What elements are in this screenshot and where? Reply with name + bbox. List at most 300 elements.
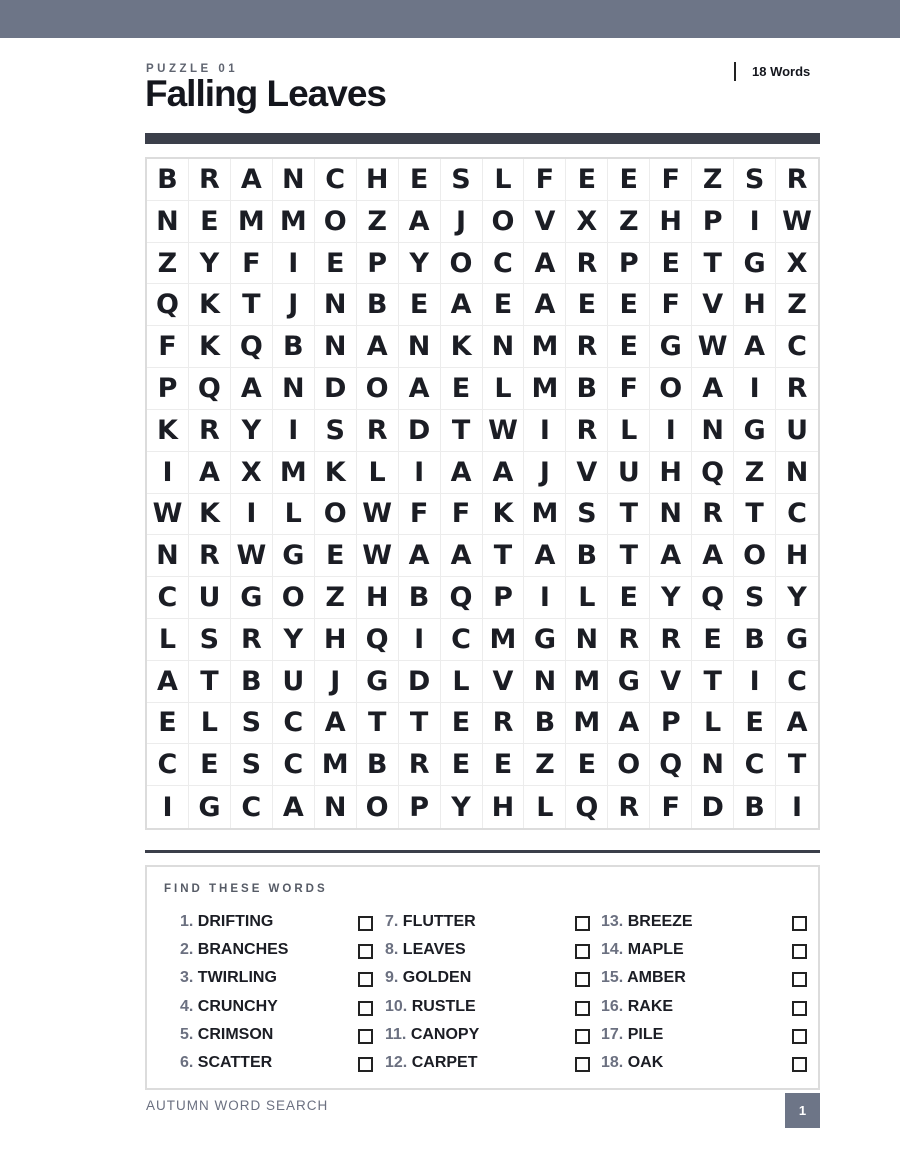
grid-cell[interactable]: T [441, 410, 483, 452]
grid-cell[interactable]: A [189, 452, 231, 494]
grid-cell[interactable]: D [692, 786, 734, 828]
grid-cell[interactable]: Q [189, 368, 231, 410]
grid-cell[interactable]: L [441, 661, 483, 703]
grid-cell[interactable]: N [483, 326, 525, 368]
word-checkbox[interactable] [792, 944, 807, 959]
grid-cell[interactable]: F [608, 368, 650, 410]
grid-cell[interactable]: I [734, 201, 776, 243]
grid-cell[interactable]: K [483, 494, 525, 536]
grid-cell[interactable]: Z [608, 201, 650, 243]
header-rule [145, 133, 820, 144]
grid-cell[interactable]: N [273, 159, 315, 201]
grid-cell[interactable]: C [441, 619, 483, 661]
word-checkbox[interactable] [358, 916, 373, 931]
grid-cell[interactable]: S [231, 703, 273, 745]
grid-cell[interactable]: A [399, 368, 441, 410]
grid-cell[interactable]: F [231, 243, 273, 285]
grid-cell[interactable]: N [692, 410, 734, 452]
word-checkbox[interactable] [575, 944, 590, 959]
word-number: 3. [180, 969, 194, 987]
grid-cell[interactable]: P [650, 703, 692, 745]
grid-cell[interactable]: K [189, 494, 231, 536]
grid-cell[interactable]: R [566, 243, 608, 285]
grid-cell[interactable]: E [441, 744, 483, 786]
grid-cell[interactable]: Z [776, 284, 818, 326]
grid-cell[interactable]: P [692, 201, 734, 243]
grid-cell[interactable]: Y [441, 786, 483, 828]
grid-cell[interactable]: E [608, 284, 650, 326]
grid-cell[interactable]: A [399, 201, 441, 243]
word-list-item [180, 1052, 374, 1080]
grid-cell[interactable]: Q [441, 577, 483, 619]
grid-cell[interactable]: C [776, 661, 818, 703]
grid-cell[interactable]: I [273, 410, 315, 452]
grid-cell[interactable]: B [524, 703, 566, 745]
grid-cell[interactable]: Z [524, 744, 566, 786]
grid-cell[interactable]: N [524, 661, 566, 703]
grid-cell[interactable]: L [357, 452, 399, 494]
word-text: LEAVES [402, 941, 466, 959]
grid-cell[interactable]: C [147, 577, 189, 619]
grid-cell[interactable]: H [650, 452, 692, 494]
grid-cell[interactable]: W [357, 494, 399, 536]
grid-cell[interactable]: T [734, 494, 776, 536]
word-checkbox[interactable] [792, 1029, 807, 1044]
grid-cell[interactable]: J [315, 661, 357, 703]
grid-cell[interactable]: W [357, 535, 399, 577]
grid-cell[interactable]: N [566, 619, 608, 661]
grid-cell[interactable]: E [483, 284, 525, 326]
word-list-box [145, 865, 820, 1090]
grid-cell[interactable]: V [650, 661, 692, 703]
grid-cell[interactable]: B [734, 786, 776, 828]
grid-cell[interactable]: N [315, 284, 357, 326]
grid-cell[interactable]: V [692, 284, 734, 326]
grid-cell[interactable]: V [566, 452, 608, 494]
word-checkbox[interactable] [575, 1001, 590, 1016]
grid-cell[interactable]: N [776, 452, 818, 494]
grid-cell[interactable]: R [483, 703, 525, 745]
grid-cell[interactable]: P [608, 243, 650, 285]
grid-cell[interactable]: W [483, 410, 525, 452]
grid-cell[interactable]: C [483, 243, 525, 285]
footer-label: AUTUMN WORD SEARCH [146, 1098, 329, 1113]
grid-cell[interactable]: U [189, 577, 231, 619]
grid-cell[interactable]: P [483, 577, 525, 619]
word-checkbox[interactable] [575, 1057, 590, 1072]
grid-cell[interactable]: B [231, 661, 273, 703]
grid-cell[interactable]: M [566, 661, 608, 703]
grid-cell[interactable]: A [357, 326, 399, 368]
grid-cell[interactable]: I [399, 619, 441, 661]
grid-cell[interactable]: Y [273, 619, 315, 661]
grid-cell[interactable]: Q [231, 326, 273, 368]
grid-cell[interactable]: E [650, 243, 692, 285]
word-number: 9. [385, 969, 399, 987]
grid-cell[interactable]: H [734, 284, 776, 326]
grid-cell[interactable]: A [692, 368, 734, 410]
grid-cell[interactable]: S [441, 159, 483, 201]
word-text: CRIMSON [197, 1025, 274, 1043]
grid-cell[interactable]: N [399, 326, 441, 368]
grid-cell[interactable]: N [692, 744, 734, 786]
word-label [180, 1026, 273, 1044]
word-list-item [385, 1052, 591, 1080]
word-checkbox[interactable] [358, 972, 373, 987]
grid-cell[interactable]: E [147, 703, 189, 745]
grid-cell[interactable]: M [524, 494, 566, 536]
grid-cell[interactable]: L [483, 368, 525, 410]
grid-cell[interactable]: R [650, 619, 692, 661]
grid-cell[interactable]: H [483, 786, 525, 828]
grid-cell[interactable]: E [315, 535, 357, 577]
grid-cell[interactable]: F [650, 159, 692, 201]
grid-cell[interactable]: K [189, 284, 231, 326]
grid-cell[interactable]: G [524, 619, 566, 661]
grid-cell[interactable]: K [147, 410, 189, 452]
grid-cell[interactable]: B [357, 744, 399, 786]
grid-cell[interactable]: H [357, 159, 399, 201]
grid-cell[interactable]: R [776, 368, 818, 410]
grid-cell[interactable]: Q [357, 619, 399, 661]
grid-cell[interactable]: I [524, 577, 566, 619]
grid-cell[interactable]: K [189, 326, 231, 368]
grid-cell[interactable]: E [441, 368, 483, 410]
grid-cell[interactable]: M [231, 201, 273, 243]
word-list-item [385, 996, 591, 1024]
grid-cell[interactable]: A [524, 243, 566, 285]
grid-cell[interactable]: Q [566, 786, 608, 828]
grid-cell[interactable]: M [315, 744, 357, 786]
grid-cell[interactable]: H [650, 201, 692, 243]
grid-cell[interactable]: G [650, 326, 692, 368]
grid-cell[interactable]: L [147, 619, 189, 661]
grid-cell[interactable]: L [692, 703, 734, 745]
grid-cell[interactable]: Z [734, 452, 776, 494]
grid-cell[interactable]: J [524, 452, 566, 494]
grid-cell[interactable]: L [524, 786, 566, 828]
grid-cell[interactable]: W [231, 535, 273, 577]
grid-cell[interactable]: I [734, 368, 776, 410]
grid-cell[interactable]: C [273, 744, 315, 786]
grid-cell[interactable]: X [776, 243, 818, 285]
word-label [385, 913, 476, 931]
grid-cell[interactable]: E [399, 159, 441, 201]
grid-cell[interactable]: R [608, 786, 650, 828]
grid-cell[interactable]: M [566, 703, 608, 745]
grid-cell[interactable]: D [399, 661, 441, 703]
grid-cell[interactable]: C [734, 744, 776, 786]
word-checkbox[interactable] [792, 1001, 807, 1016]
grid-cell[interactable]: R [566, 410, 608, 452]
grid-cell[interactable]: I [792, 791, 803, 823]
grid-cell[interactable]: R [231, 619, 273, 661]
grid-cell[interactable]: O [441, 243, 483, 285]
grid-cell[interactable]: E [734, 703, 776, 745]
grid-cell[interactable]: Z [692, 159, 734, 201]
word-list-item [601, 967, 808, 995]
grid-cell[interactable]: A [231, 159, 273, 201]
grid-cell[interactable]: W [776, 201, 818, 243]
grid-cell[interactable]: A [441, 452, 483, 494]
grid-cell[interactable]: A [524, 535, 566, 577]
grid-cell[interactable]: A [734, 326, 776, 368]
word-checkbox[interactable] [792, 1057, 807, 1072]
grid-cell[interactable]: H [776, 535, 818, 577]
grid-cell[interactable]: S [566, 494, 608, 536]
grid-cell[interactable]: A [483, 452, 525, 494]
grid-cell[interactable]: R [399, 744, 441, 786]
grid-cell[interactable]: C [776, 326, 818, 368]
puzzle-label: PUZZLE 01 [146, 63, 239, 75]
grid-cell[interactable]: G [231, 577, 273, 619]
word-list-item [385, 967, 591, 995]
grid-cell[interactable]: I [231, 494, 273, 536]
word-checkbox[interactable] [358, 1001, 373, 1016]
grid-cell[interactable]: N [273, 368, 315, 410]
grid-cell[interactable]: F [441, 494, 483, 536]
grid-cell[interactable]: G [734, 243, 776, 285]
word-label [601, 998, 673, 1016]
grid-cell[interactable]: O [357, 786, 399, 828]
grid-cell[interactable]: I [147, 452, 189, 494]
word-checkbox[interactable] [792, 916, 807, 931]
grid-cell[interactable]: Z [315, 577, 357, 619]
grid-cell[interactable]: F [650, 786, 692, 828]
word-checkbox[interactable] [575, 1029, 590, 1044]
grid-cell[interactable]: H [315, 619, 357, 661]
grid-cell[interactable]: Y [776, 577, 818, 619]
grid-cell[interactable]: P [357, 243, 399, 285]
grid-cell[interactable]: R [189, 159, 231, 201]
grid-cell[interactable]: I [650, 410, 692, 452]
grid-cell[interactable]: O [273, 577, 315, 619]
grid-cell[interactable]: R [189, 410, 231, 452]
grid-cell[interactable]: E [441, 703, 483, 745]
grid-cell[interactable]: L [608, 410, 650, 452]
grid-cell[interactable]: M [273, 452, 315, 494]
grid-cell[interactable]: E [608, 326, 650, 368]
grid-cell[interactable]: A [608, 703, 650, 745]
word-label [180, 913, 273, 931]
grid-cell[interactable]: Y [399, 243, 441, 285]
grid-cell[interactable]: E [692, 619, 734, 661]
grid-cell[interactable]: G [608, 661, 650, 703]
grid-cell[interactable]: X [231, 452, 273, 494]
grid-cell[interactable]: V [483, 661, 525, 703]
grid-cell[interactable]: S [189, 619, 231, 661]
grid-cell[interactable]: Z [357, 201, 399, 243]
word-number: 6. [180, 1053, 194, 1071]
grid-cell[interactable]: C [231, 786, 273, 828]
grid-cell[interactable]: G [734, 410, 776, 452]
grid-cell[interactable]: T [692, 243, 734, 285]
grid-cell[interactable]: I [273, 243, 315, 285]
grid-cell[interactable]: R [776, 159, 818, 201]
grid-cell[interactable]: W [692, 326, 734, 368]
grid-cell[interactable]: A [776, 703, 818, 745]
grid-cell[interactable]: G [776, 619, 818, 661]
grid-cell[interactable]: F [399, 494, 441, 536]
grid-cell[interactable]: E [189, 201, 231, 243]
grid-cell[interactable]: T [231, 284, 273, 326]
grid-cell[interactable]: O [315, 201, 357, 243]
grid-cell[interactable]: S [734, 159, 776, 201]
grid-cell[interactable]: B [147, 159, 189, 201]
grid-cell[interactable]: L [273, 494, 315, 536]
word-list-item [601, 996, 808, 1024]
grid-cell[interactable]: T [189, 661, 231, 703]
grid-cell[interactable]: K [315, 452, 357, 494]
word-checkbox[interactable] [358, 944, 373, 959]
grid-cell[interactable]: A [692, 535, 734, 577]
grid-cell[interactable]: E [566, 159, 608, 201]
grid-cell[interactable]: A [524, 284, 566, 326]
grid-cell[interactable]: H [357, 577, 399, 619]
grid-cell[interactable]: A [441, 284, 483, 326]
grid-cell[interactable]: S [231, 744, 273, 786]
grid-cell[interactable]: X [566, 201, 608, 243]
grid-cell[interactable]: G [273, 535, 315, 577]
grid-cell[interactable]: O [608, 744, 650, 786]
grid-cell[interactable]: L [189, 703, 231, 745]
grid-cell[interactable]: F [524, 159, 566, 201]
grid-cell[interactable]: E [483, 744, 525, 786]
grid-cell[interactable]: F [147, 326, 189, 368]
grid-cell[interactable]: U [273, 661, 315, 703]
word-text: DRIFTING [197, 913, 274, 930]
grid-cell[interactable]: T [399, 703, 441, 745]
word-checkbox[interactable] [358, 1029, 373, 1044]
grid-cell[interactable]: S [315, 410, 357, 452]
grid-cell[interactable]: R [608, 619, 650, 661]
grid-cell[interactable]: G [189, 786, 231, 828]
grid-cell[interactable]: D [315, 368, 357, 410]
grid-cell[interactable]: Q [692, 577, 734, 619]
grid-cell[interactable]: B [734, 619, 776, 661]
grid-cell[interactable]: A [231, 368, 273, 410]
grid-cell[interactable]: A [441, 535, 483, 577]
grid-cell[interactable]: P [147, 368, 189, 410]
grid-cell[interactable]: Q [692, 452, 734, 494]
grid-cell[interactable]: D [399, 410, 441, 452]
grid-cell[interactable]: Q [650, 744, 692, 786]
grid-cell[interactable]: M [273, 201, 315, 243]
grid-cell[interactable]: A [273, 786, 315, 828]
grid-cell[interactable]: Y [189, 243, 231, 285]
grid-cell[interactable]: T [483, 535, 525, 577]
grid-cell[interactable]: Q [147, 284, 189, 326]
grid-cell[interactable]: C [147, 744, 189, 786]
grid-cell[interactable]: A [315, 703, 357, 745]
grid-cell[interactable]: Y [231, 410, 273, 452]
word-label [601, 1026, 663, 1044]
grid-cell[interactable]: N [147, 535, 189, 577]
grid-cell[interactable]: T [608, 494, 650, 536]
grid-cell[interactable]: C [315, 159, 357, 201]
grid-cell[interactable]: B [566, 368, 608, 410]
grid-cell[interactable]: L [483, 159, 525, 201]
grid-cell[interactable]: R [357, 410, 399, 452]
grid-cell[interactable]: O [734, 535, 776, 577]
grid-cell[interactable]: V [524, 201, 566, 243]
grid-cell[interactable]: S [734, 577, 776, 619]
grid-cell[interactable]: N [650, 494, 692, 536]
grid-cell[interactable]: Z [147, 243, 189, 285]
grid-cell[interactable]: E [608, 577, 650, 619]
grid-cell[interactable]: M [524, 368, 566, 410]
grid-cell[interactable]: T [608, 535, 650, 577]
grid-cell[interactable]: A [650, 535, 692, 577]
grid-cell[interactable]: O [357, 368, 399, 410]
word-label [601, 913, 693, 931]
grid-cell[interactable]: C [273, 703, 315, 745]
grid-cell[interactable]: C [776, 494, 818, 536]
grid-cell[interactable]: T [692, 661, 734, 703]
grid-cell[interactable]: B [273, 326, 315, 368]
grid-cell[interactable]: T [776, 744, 818, 786]
grid-cell[interactable]: I [147, 786, 189, 828]
section-rule [145, 850, 820, 853]
grid-cell[interactable]: U [608, 452, 650, 494]
grid-cell[interactable]: R [189, 535, 231, 577]
word-checkbox[interactable] [575, 916, 590, 931]
grid-cell[interactable]: M [524, 326, 566, 368]
grid-cell[interactable]: O [650, 368, 692, 410]
grid-cell[interactable]: E [399, 284, 441, 326]
grid-cell[interactable]: R [566, 326, 608, 368]
grid-cell[interactable]: E [566, 284, 608, 326]
grid-cell[interactable]: J [273, 284, 315, 326]
word-checkbox[interactable] [575, 972, 590, 987]
grid-cell[interactable]: E [189, 744, 231, 786]
grid-cell[interactable]: E [315, 243, 357, 285]
grid-cell[interactable]: M [483, 619, 525, 661]
grid-cell[interactable]: N [147, 201, 189, 243]
grid-cell[interactable]: K [441, 326, 483, 368]
grid-cell[interactable]: I [734, 661, 776, 703]
word-text: SCATTER [197, 1053, 273, 1071]
grid-cell[interactable]: L [566, 577, 608, 619]
word-number: 7. [385, 913, 399, 930]
grid-cell[interactable]: J [441, 201, 483, 243]
grid-cell[interactable]: N [315, 786, 357, 828]
grid-cell[interactable]: T [357, 703, 399, 745]
grid-cell[interactable]: W [147, 494, 189, 536]
grid-cell[interactable]: E [566, 744, 608, 786]
grid-cell[interactable]: Y [650, 577, 692, 619]
grid-cell[interactable]: B [357, 284, 399, 326]
word-checkbox[interactable] [792, 972, 807, 987]
grid-cell[interactable]: I [399, 452, 441, 494]
grid-cell[interactable]: U [776, 410, 818, 452]
grid-cell[interactable]: O [315, 494, 357, 536]
grid-cell[interactable]: R [692, 494, 734, 536]
grid-cell[interactable]: E [608, 159, 650, 201]
grid-cell[interactable]: B [399, 577, 441, 619]
word-number: 15. [601, 969, 624, 987]
grid-cell[interactable]: A [399, 535, 441, 577]
grid-cell[interactable]: I [524, 410, 566, 452]
grid-cell[interactable]: G [357, 661, 399, 703]
grid-cell[interactable]: B [566, 535, 608, 577]
word-checkbox[interactable] [358, 1057, 373, 1072]
grid-cell[interactable]: O [483, 201, 525, 243]
grid-cell[interactable]: F [650, 284, 692, 326]
grid-cell[interactable]: A [147, 661, 189, 703]
grid-cell[interactable]: N [315, 326, 357, 368]
grid-cell[interactable]: P [399, 786, 441, 828]
